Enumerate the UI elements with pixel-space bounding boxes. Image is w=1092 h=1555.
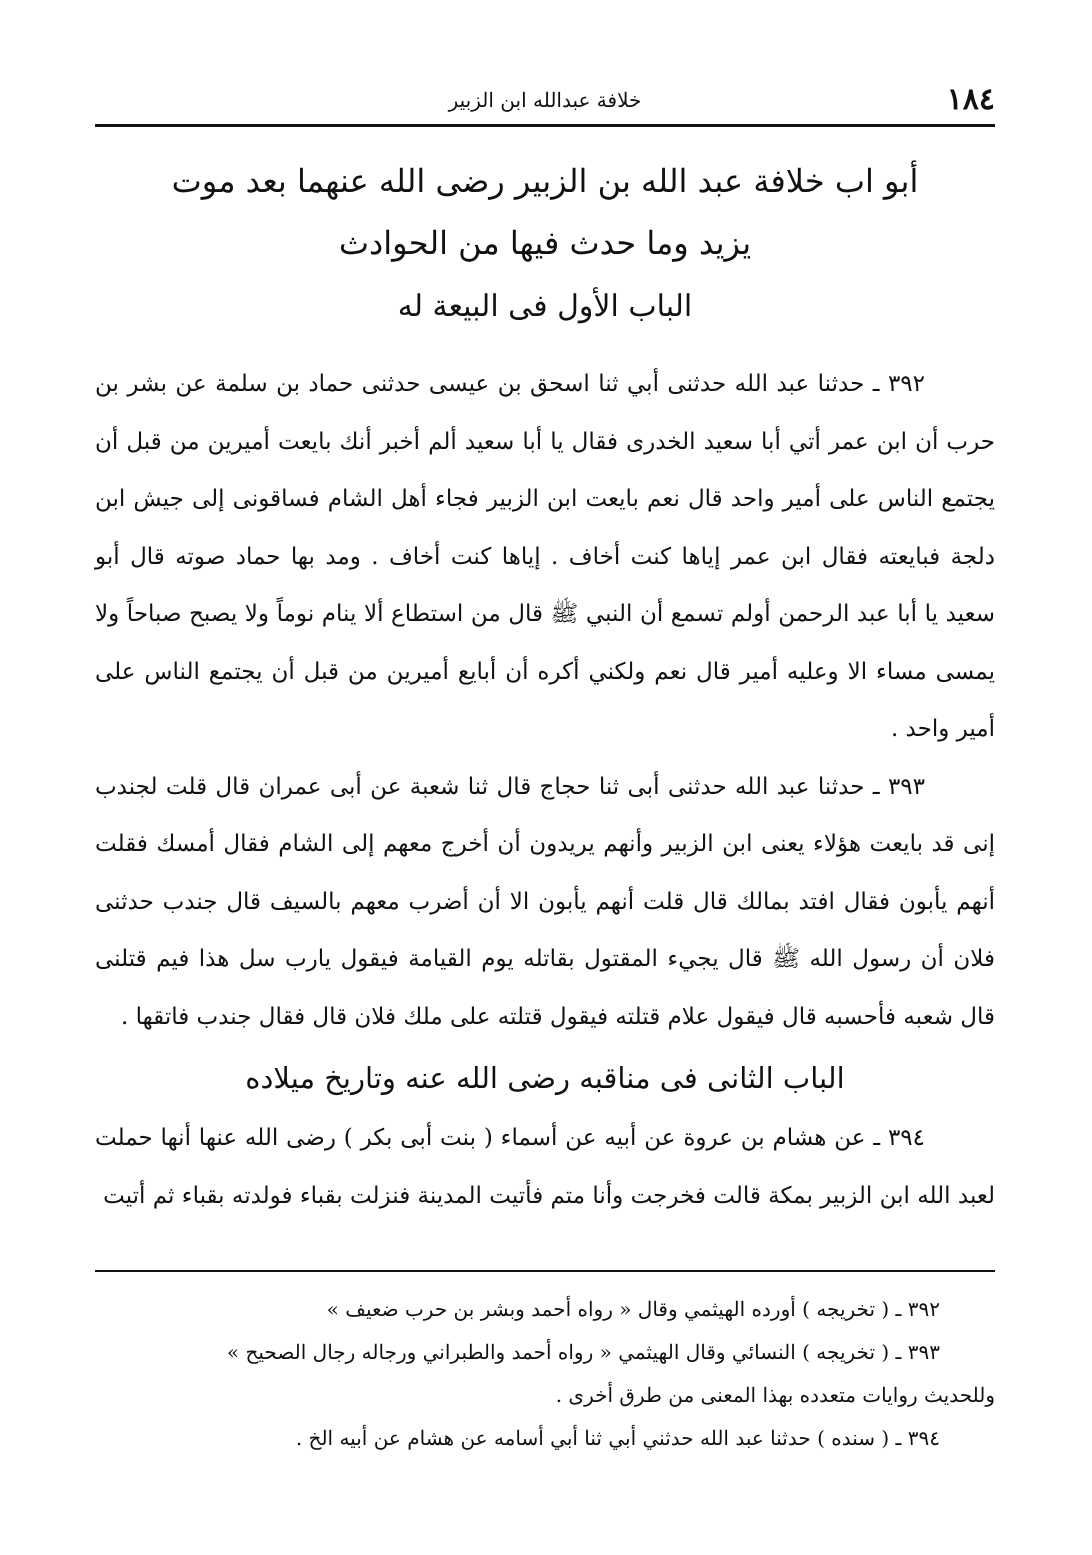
hadith-393: ٣٩٣ ـ حدثنا عبد الله حدثنى أبى ثنا حجاج قال ثنا شعبة عن أبى عمران قال قلت لجندب إنى قد بايعت هؤلاء يعنى ابن الزبير وأنهم يريدون أن أخرج معهم إلى الشام فقال أمسك فقلت أنهم يأبون فقال افتد بمالك قال قلت أنهم يأبون الا أن أضرب معهم بالسيف قال جندب حدثنى فلان أن رسول الله ﷺ قال يجيء المقتول بقاتله يوم القيامة فيقول يارب سل هذا فيم قتلنى قال شعبه فأحسبه قال فيقول علام قتلته فيقول قتلته على ملك فلان قال فقال جندب فاتقها .: [95, 773, 995, 1030]
main-text: [95, 356, 995, 1225]
hadith-392: ٣٩٢ ـ حدثنا عبد الله حدثنى أبي ثنا اسحق بن عيسى حدثنى حماد بن سلمة عن بشر بن حرب أن ابن عمر أتي أبا سعيد الخدرى فقال يا أبا سعيد ألم أخبر أنك بايعت أميرين من قبل أن يجتمع الناس على أمير واحد قال نعم بايعت ابن الزبير فجاء أهل الشام فساقونى إلى جيش ابن دلجة فبايعته فقال ابن عمر إياها كنت أخاف . إياها كنت أخاف . ومد بها حماد صوته قال أبو سعيد يا أبا عبد الرحمن أولم تسمع أن النبي ﷺ قال من استطاع ألا ينام نوماً ولا يصبح صباحاً ولا يمسى مساء الا وعليه أمير قال نعم ولكني أكره أن أبايع أميرين من قبل أن يجتمع الناس على أمير واحد .: [95, 371, 995, 742]
footnote-394: ٣٩٤ ـ ( سنده ) حدثنا عبد الله حدثني أبي ثنا أبي أسامه عن هشام عن أبيه الخ .: [295, 1426, 940, 1450]
footnote-393-continuation: وللحديث روايات متعدده بهذا المعنى من طرق أخرى .: [555, 1383, 995, 1407]
header-rule: [95, 124, 995, 127]
footnote-393: ٣٩٣ ـ ( تخريجه ) النسائي وقال الهيثمي « رواه أحمد والطبراني ورجاله رجال الصحيح »: [226, 1340, 940, 1364]
footnote-rule: [95, 1270, 995, 1272]
footnote-392: ٣٩٢ ـ ( تخريجه ) أورده الهيثمي وقال « رواه أحمد وبشر بن حرب ضعيف »: [326, 1297, 940, 1321]
page-header: [95, 82, 995, 122]
footnotes: [95, 1288, 995, 1460]
section-title-line-2: يزيد وما حدث فيها من الحوادث: [338, 224, 752, 262]
running-title: خلافة عبدالله ابن الزبير: [448, 88, 642, 112]
chapter-heading-2: الباب الثانى فى مناقبه رضى الله عنه وتاريخ ميلاده: [245, 1061, 845, 1095]
hadith-394: ٣٩٤ ـ عن هشام بن عروة عن أبيه عن أسماء ( بنت أبى بكر ) رضى الله عنها أنها حملت لعبد الله ابن الزبير بمكة قالت فخرجت وأنا متم فأتيت المدينة فنزلت بقباء فولدته بقباء ثم أتيت: [95, 1125, 995, 1209]
section-title-line-1: أبو اب خلافة عبد الله بن الزبير رضى الله عنهما بعد موت: [171, 162, 919, 200]
chapter-heading-1: الباب الأول فى البيعة له: [397, 289, 693, 324]
section-title: [95, 150, 995, 338]
page-number: ١٨٤: [946, 82, 995, 117]
